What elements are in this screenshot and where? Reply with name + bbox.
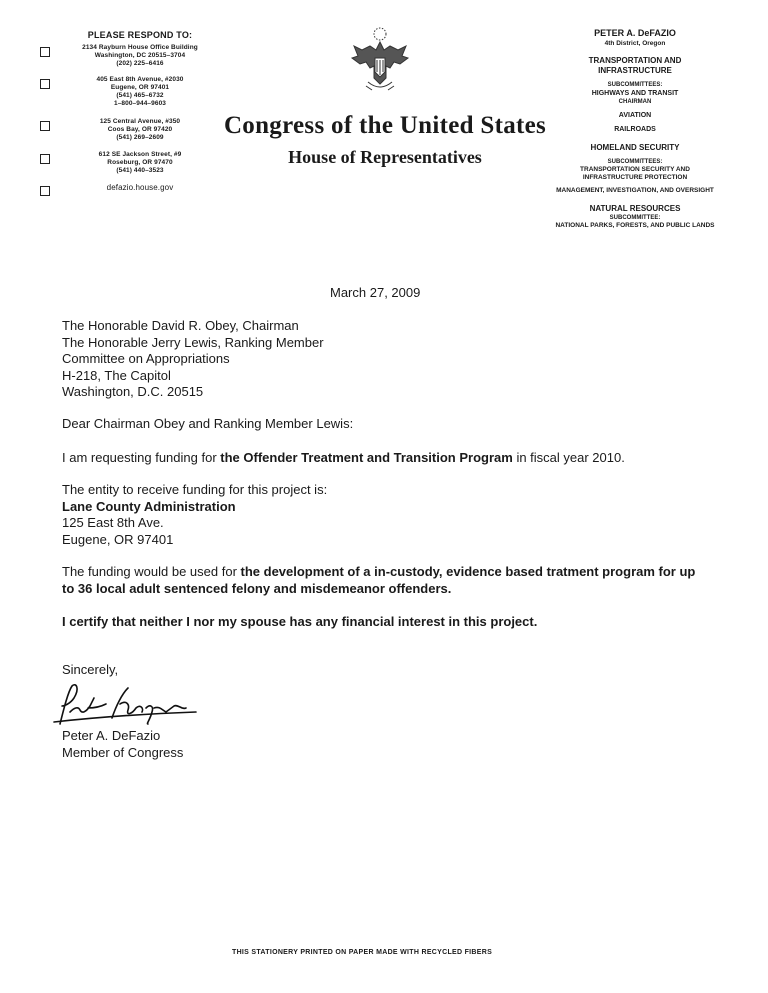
subcommittees-label: SUBCOMMITTEES: xyxy=(607,159,663,165)
office-line: (541) 465–6732 xyxy=(116,92,164,99)
office-line: 612 SE Jackson Street, #9 xyxy=(98,151,182,158)
address-line: H-218, The Capitol xyxy=(62,367,171,383)
house-title: House of Representatives xyxy=(288,147,482,167)
office-eugene xyxy=(40,76,230,108)
office-line: Eugene, OR 97401 xyxy=(110,84,170,91)
funding-request xyxy=(62,450,625,467)
subcommittee-mio: MANAGEMENT, INVESTIGATION, AND OVERSIGHT xyxy=(556,187,714,194)
certification: I certify that neither I nor my spouse has any financial interest in this project. xyxy=(62,614,538,629)
office-line: 1–800–944–9603 xyxy=(113,100,166,107)
program-name: the Offender Treatment and Transition Program xyxy=(220,450,513,465)
subcommittee-railroads: RAILROADS xyxy=(614,126,656,133)
address-line: The Honorable Jerry Lewis, Ranking Member xyxy=(62,334,324,350)
subcommittee-label: SUBCOMMITTEE: xyxy=(609,215,661,221)
office-roseburg xyxy=(40,151,230,175)
subcommittee-highways: HIGHWAYS AND TRANSIT xyxy=(591,90,679,97)
closing: Sincerely, xyxy=(62,662,119,677)
office-coos-bay xyxy=(40,118,230,142)
committee-homeland: HOMELAND SECURITY xyxy=(590,143,680,152)
respond-title: PLEASE RESPOND TO: xyxy=(87,30,193,40)
congress-title: Congress of the United States xyxy=(223,112,547,139)
office-line: (541) 269–2609 xyxy=(116,134,164,141)
office-line: Coos Bay, OR 97420 xyxy=(107,126,173,133)
office-line: 2134 Rayburn House Office Building xyxy=(82,44,198,51)
member-name: PETER A. DeFAZIO xyxy=(594,28,676,38)
subcommittee-tsip: TRANSPORTATION SECURITY AND INFRASTRUCTURE PROTECTION xyxy=(580,166,690,181)
eagle-seal-icon xyxy=(348,26,412,96)
office-website xyxy=(40,183,230,196)
letter-date: March 27, 2009 xyxy=(330,285,421,300)
office-line: Washington, DC 20515–3704 xyxy=(94,52,186,59)
address-line: Committee on Appropriations xyxy=(62,351,230,366)
salutation: Dear Chairman Obey and Ranking Member Lewis: xyxy=(62,416,354,431)
office-checkbox[interactable] xyxy=(40,154,50,164)
committee-natural-resources: NATURAL RESOURCES xyxy=(589,204,681,213)
chairman-label: CHAIRMAN xyxy=(618,99,652,105)
request-text: in fiscal year 2010. xyxy=(512,450,625,465)
funding-usage xyxy=(62,564,702,597)
office-line: 405 East 8th Avenue, #2030 xyxy=(96,76,184,83)
usage-description: the development of a in-custody, evidence based tratment program for up to 36 local adult sentenced felony and misdemeanor offenders. xyxy=(62,564,696,596)
signature-icon xyxy=(50,678,200,728)
committee-transportation: TRANSPORTATION AND INFRASTRUCTURE xyxy=(588,56,682,75)
recipient-address xyxy=(62,318,324,401)
entity-city: Eugene, OR 97401 xyxy=(62,531,174,547)
office-line: (202) 225–6416 xyxy=(116,60,164,67)
member-district: 4th District, Oregon xyxy=(604,40,666,47)
office-line: Roseburg, OR 97470 xyxy=(107,159,173,166)
office-checkbox[interactable] xyxy=(40,121,50,131)
address-line: The Honorable David R. Obey, Chairman xyxy=(62,318,299,333)
office-checkbox[interactable] xyxy=(40,186,50,196)
office-checkbox[interactable] xyxy=(40,79,50,89)
entity-name: Lane County Administration xyxy=(62,498,236,514)
entity-intro: The entity to receive funding for this project is: xyxy=(62,482,328,497)
signer-block xyxy=(62,728,183,761)
office-dc xyxy=(40,44,230,68)
usage-text: The funding would be used for xyxy=(62,564,241,579)
office-line: 125 Central Avenue, #350 xyxy=(99,118,181,125)
request-text: I am requesting funding for xyxy=(62,450,221,465)
subcommittee-aviation: AVIATION xyxy=(618,112,652,119)
website-link[interactable]: defazio.house.gov xyxy=(106,183,174,192)
footer-note: THIS STATIONERY PRINTED ON PAPER MADE WITH RECYCLED FIBERS xyxy=(232,949,493,956)
signer-title: Member of Congress xyxy=(62,744,184,760)
subcommittees-label: SUBCOMMITTEES: xyxy=(607,82,663,88)
committee-column xyxy=(535,28,735,230)
office-line: (541) 440–3523 xyxy=(116,167,164,174)
office-checkbox[interactable] xyxy=(40,47,50,57)
address-line: Washington, D.C. 20515 xyxy=(62,384,204,399)
entity-block xyxy=(62,482,327,548)
signer-name: Peter A. DeFazio xyxy=(62,728,161,743)
subcommittee-parks: NATIONAL PARKS, FORESTS, AND PUBLIC LANDS xyxy=(555,222,715,229)
entity-street: 125 East 8th Ave. xyxy=(62,515,164,530)
